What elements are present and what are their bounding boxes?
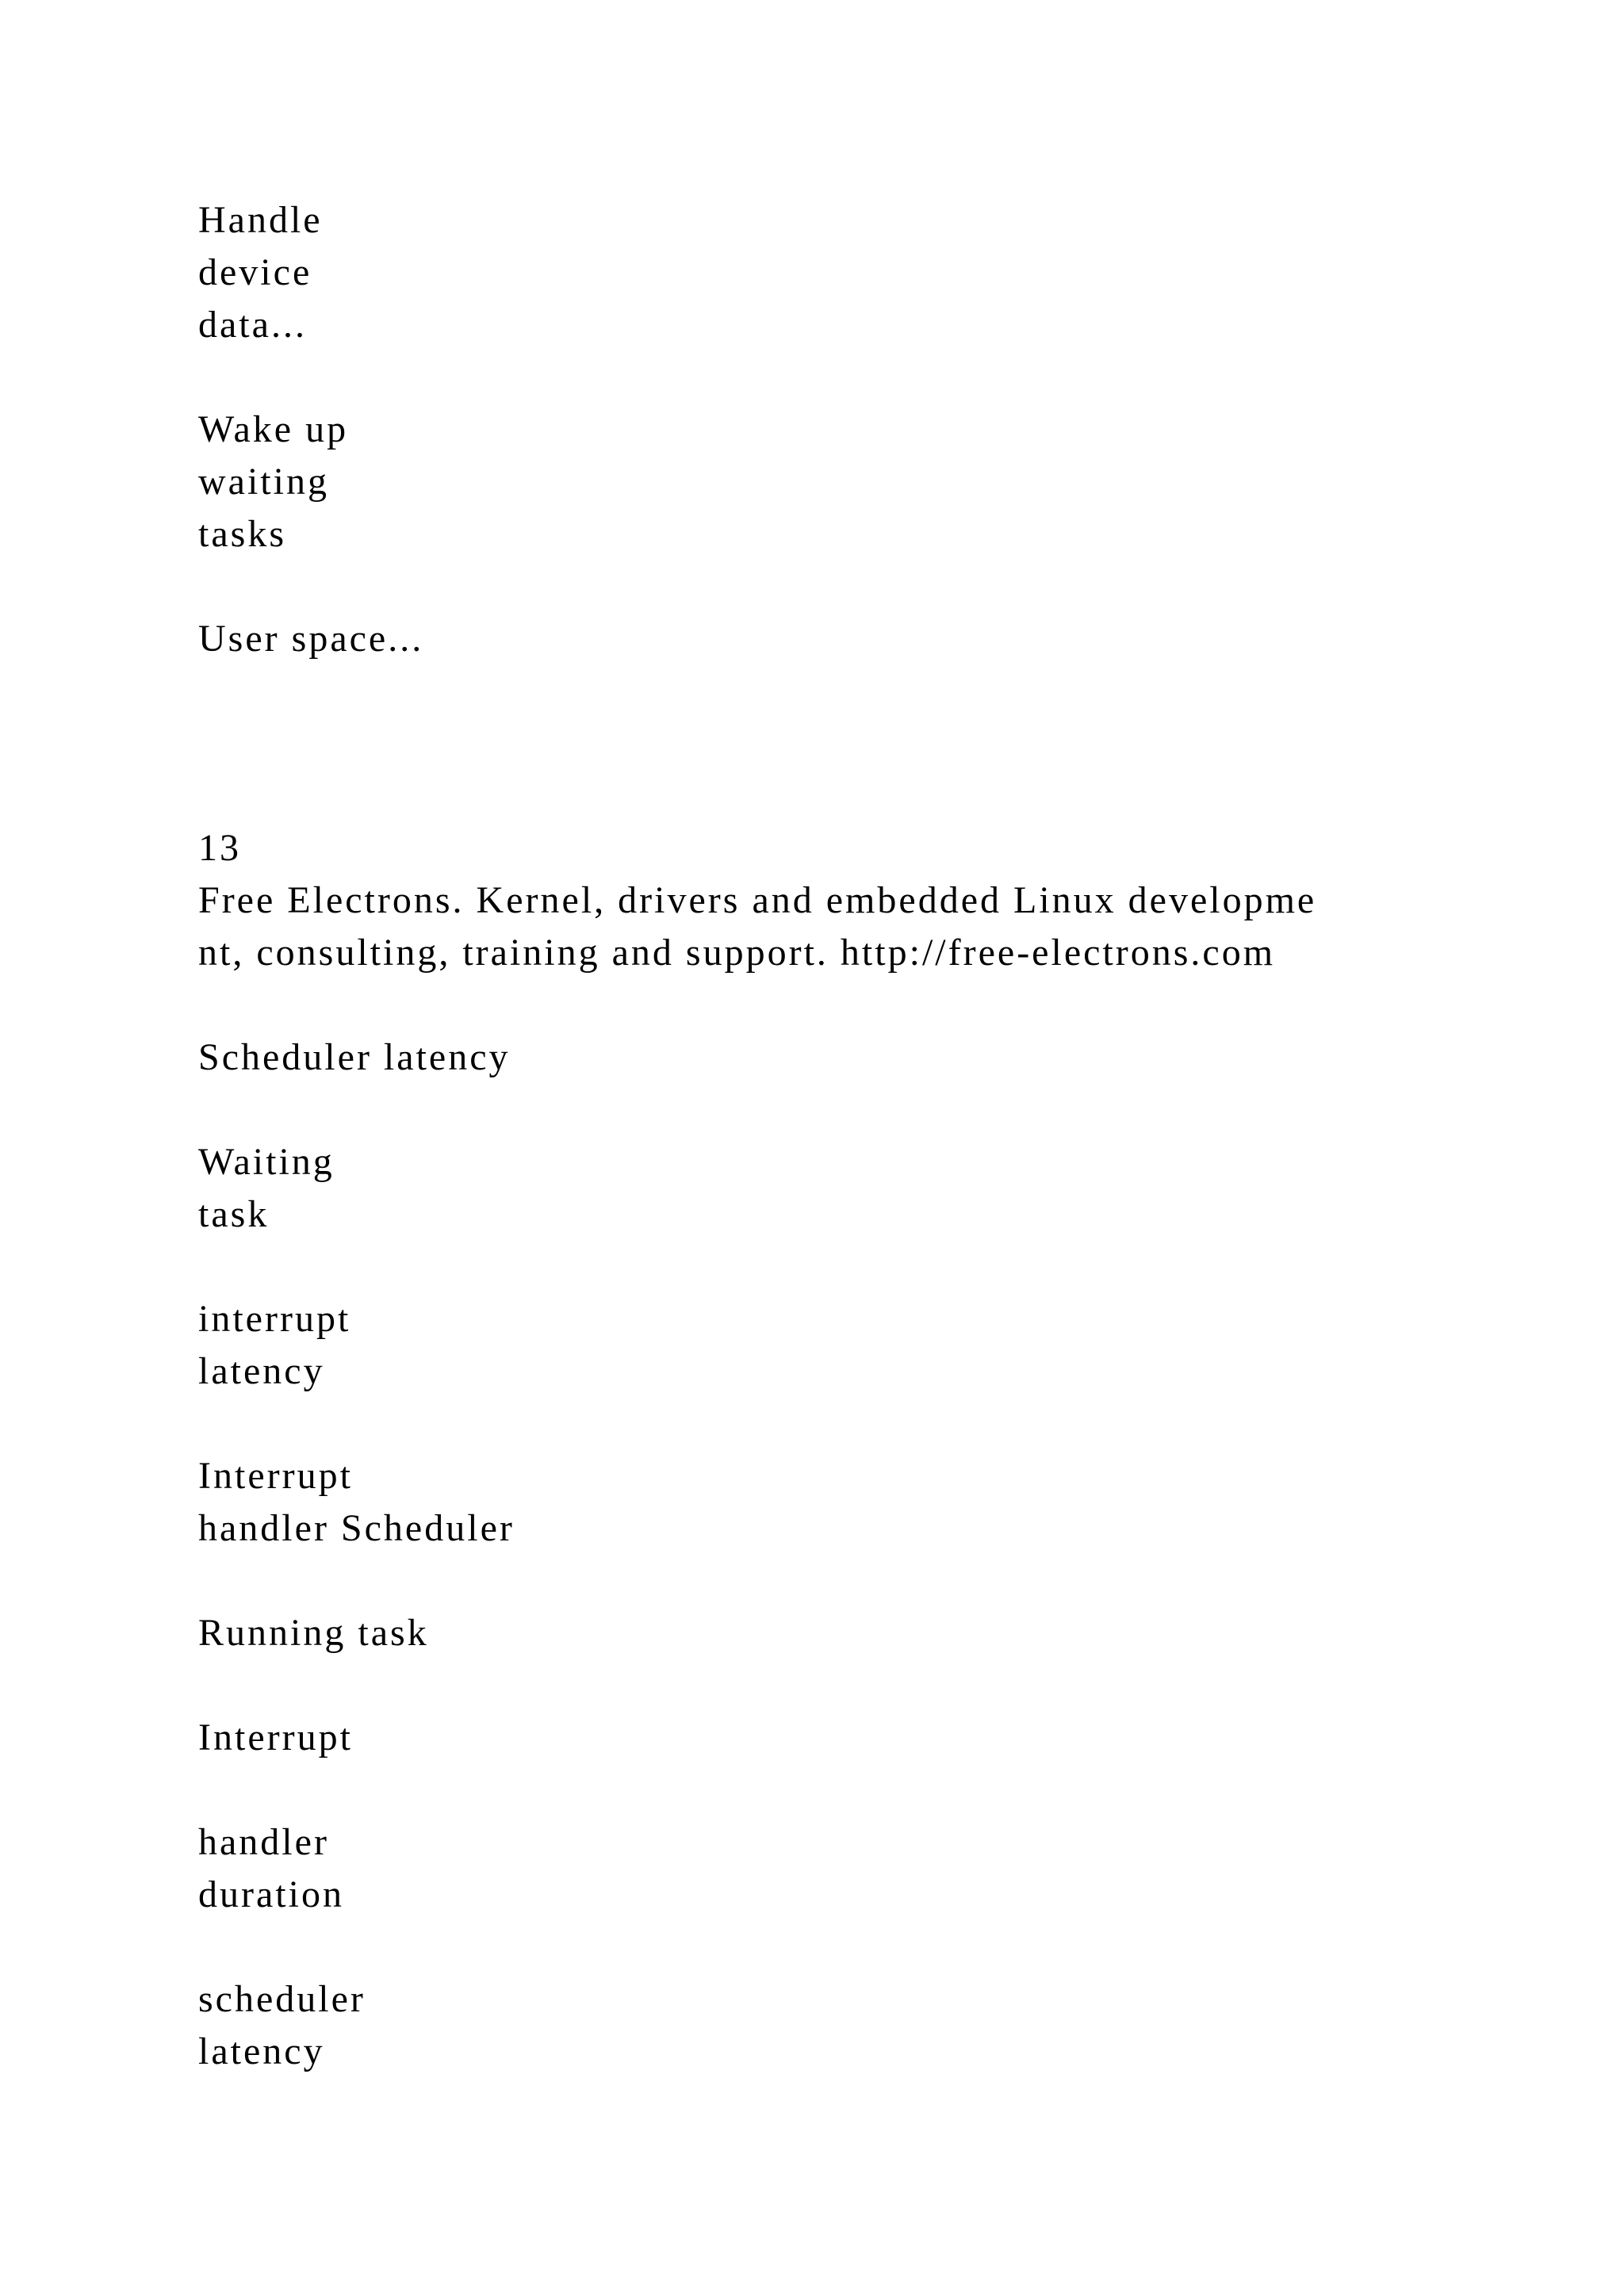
- text-line: Waiting: [198, 1141, 335, 1183]
- text-line: handler Scheduler: [198, 1507, 515, 1549]
- text-line: tasks: [198, 513, 286, 555]
- text-line: User space...: [198, 618, 424, 660]
- page-number: 13: [198, 827, 241, 869]
- text-line: handler: [198, 1821, 329, 1863]
- text-line: Interrupt: [198, 1455, 353, 1497]
- text-line: Wake up: [198, 408, 349, 450]
- text-line: duration: [198, 1873, 344, 1915]
- text-line: device: [198, 251, 312, 293]
- text-line: scheduler: [198, 1978, 366, 2020]
- text-line: Handle: [198, 199, 323, 241]
- section-title: Scheduler latency: [198, 1036, 511, 1078]
- text-line: waiting: [198, 461, 329, 503]
- text-line: interrupt: [198, 1298, 351, 1340]
- text-line: data...: [198, 304, 307, 346]
- text-line: Running task: [198, 1612, 429, 1654]
- text-line: task: [198, 1193, 270, 1235]
- text-line: latency: [198, 2030, 325, 2072]
- footer-line: Free Electrons. Kernel, drivers and embedded Linux developme: [198, 879, 1317, 921]
- text-line: latency: [198, 1350, 325, 1392]
- text-line: Interrupt: [198, 1716, 353, 1758]
- footer-line: nt, consulting, training and support. http://free-electrons.com: [198, 932, 1276, 974]
